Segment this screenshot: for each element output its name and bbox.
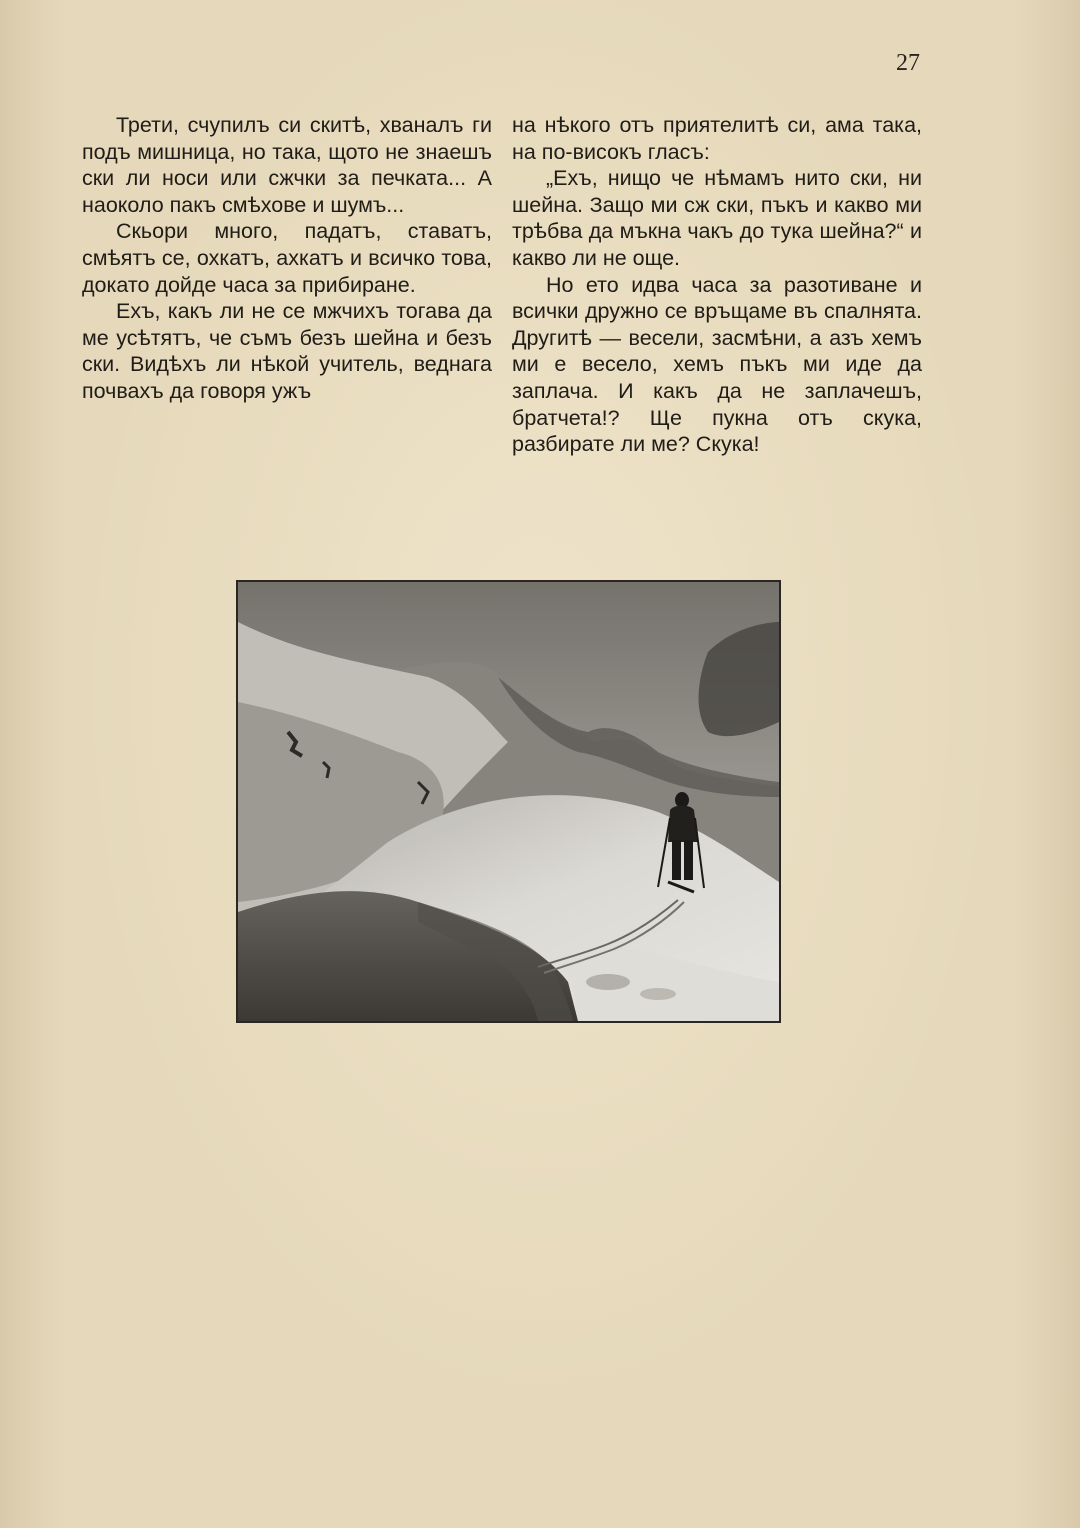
paragraph: Скьори много, падатъ, ставатъ, смѣятъ се, охкатъ, ахкатъ и всичко това, докато дойде часа за прибиране. xyxy=(82,219,492,297)
right-text-column xyxy=(512,112,922,458)
skier-photo-drawing xyxy=(238,582,779,1021)
left-text-column xyxy=(82,112,492,405)
paragraph: „Ехъ, нищо че нѣмамъ нито ски, ни шейна. Защо ми сж ски, пъкъ и какво ми трѣбва да мъкна чакъ до тука шейна?“ и какво ли не още. xyxy=(512,166,922,270)
paragraph: на нѣкого отъ приятелитѣ си, ама така, на по-високъ гласъ: xyxy=(512,113,922,164)
page-number: 27 xyxy=(896,50,920,76)
paragraph: Ехъ, какъ ли не се мжчихъ тогава да ме усѣтятъ, че съмъ безъ шейна и безъ ски. Видѣхъ ли нѣкой учитель, веднага почвахъ да говоря ужъ xyxy=(82,299,492,403)
paragraph: Трети, счупилъ си скитѣ, хваналъ ги подъ мишница, но така, щото не знаешъ ски ли носи или сжчки за печката... А наоколо пакъ смѣхове и шумъ... xyxy=(82,113,492,217)
paragraph: Но ето идва часа за разотиване и всички дружно се връщаме въ спалнята. Другитѣ — весели, засмѣни, а азъ хемъ ми е весело, хемъ пъкъ ми иде да заплача. И какъ да не заплачешъ, братчета!? Ще пукна отъ скука, разбирате ли ме? Скука! xyxy=(512,272,922,457)
skier-photo xyxy=(236,580,781,1023)
